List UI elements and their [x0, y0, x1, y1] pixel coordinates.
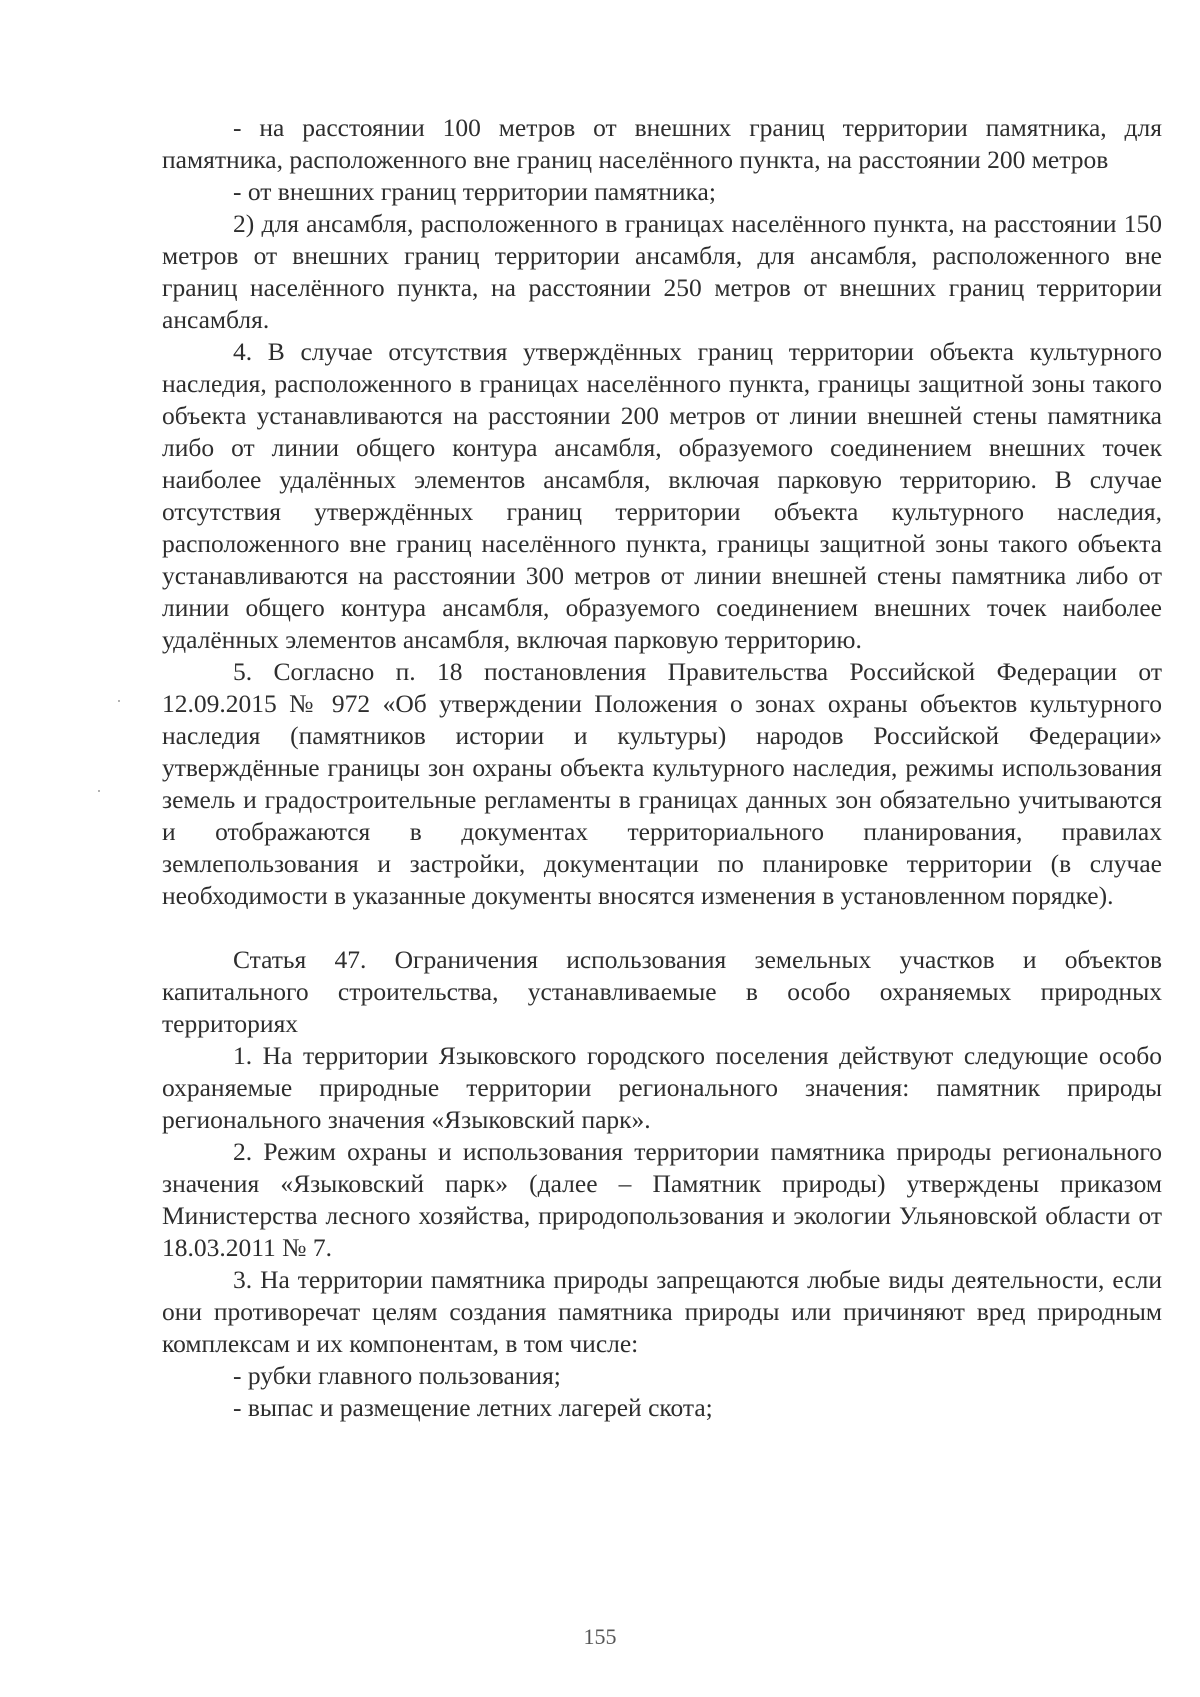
page-number: 155 [583, 1624, 617, 1649]
paragraph-distance-100: - на расстоянии 100 метров от внешних границ территории памятника, для памятника, расположенного вне границ населённого пункта, на расстоянии 200 метров [162, 113, 1162, 174]
document-body [162, 112, 1162, 1424]
list-item-felling: - рубки главного пользования; [233, 1361, 561, 1390]
article-heading: Статья 47. Ограничения использования земельных участков и объектов капитального строительства, устанавливаемые в особо охраняемых природных территориях [162, 945, 1162, 1038]
paragraph-item-4: 4. В случае отсутствия утверждённых границ территории объекта культурного наследия, расположенного в границах населённого пункта, границы защитной зоны такого объекта устанавливаются на расстоянии 200 метров от линии внешней стены памятника либо от линии общего контура ансамбля, образуемого соединением внешних точек наиболее удалённых элементов ансамбля, включая парковую территорию. В случае отсутствия утверждённых границ территории объекта культурного наследия, расположенного вне границ населённого пункта, границы защитной зоны такого объекта устанавливаются на расстоянии 300 метров от линии внешней стены памятника либо от линии общего контура ансамбля, образуемого соединением внешних точек наиболее удалённых элементов ансамбля, включая парковую территорию. [162, 337, 1162, 654]
article-item-3: 3. На территории памятника природы запрещаются любые виды деятельности, если они противоречат целям создания памятника природы или причиняют вред природным комплексам и их компонентам, в том числе: [162, 1265, 1162, 1358]
scan-speck [118, 700, 120, 702]
article-item-2: 2. Режим охраны и использования территории памятника природы регионального значения «Языковский парк» (далее – Памятник природы) утверждены приказом Министерства лесного хозяйства, природопользования и экологии Ульяновской области от 18.03.2011 № 7. [162, 1137, 1162, 1262]
paragraph-ensemble: 2) для ансамбля, расположенного в границах населённого пункта, на расстоянии 150 метров от внешних границ территории ансамбля, для ансамбля, расположенного вне границ населённого пункта, на расстоянии 250 метров от внешних границ территории ансамбля. [162, 209, 1162, 334]
scan-speck [98, 790, 100, 792]
list-item-grazing: - выпас и размещение летних лагерей скота; [233, 1393, 713, 1422]
paragraph-monument-boundaries: - от внешних границ территории памятника; [233, 177, 716, 206]
paragraph-item-5: 5. Согласно п. 18 постановления Правительства Российской Федерации от 12.09.2015 № 972 «Об утверждении Положения о зонах охраны объектов культурного наследия (памятников истории и культуры) народов Российской Федерации» утверждённые границы зон охраны объекта культурного наследия, режимы использования земель и градостроительные регламенты в границах данных зон обязательно учитываются и отображаются в документах территориального планирования, правилах землепользования и застройки, документации по планировке территории (в случае необходимости в указанные документы вносятся изменения в установленном порядке). [162, 657, 1162, 910]
article-item-1: 1. На территории Языковского городского поселения действуют следующие особо охраняемые природные территории регионального значения: памятник природы регионального значения «Языковский парк». [162, 1041, 1162, 1134]
